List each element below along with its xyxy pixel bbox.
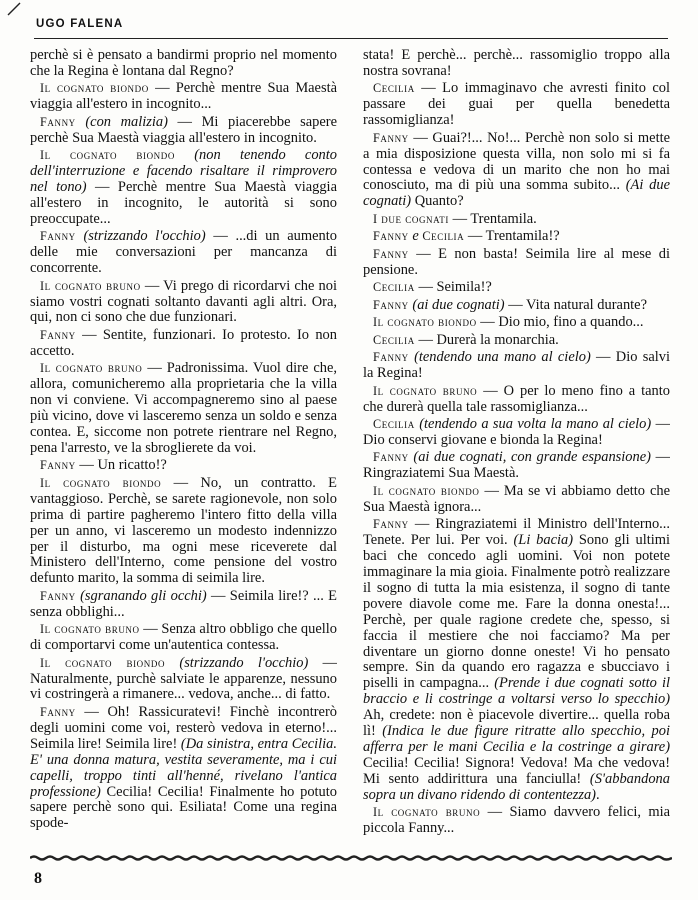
dialogue-text: — Durerà la monarchia. — [414, 331, 559, 348]
dialogue-text: — Ma se vi abbiamo detto che Sua Maestà ignora... — [363, 482, 670, 515]
left-column — [30, 48, 337, 844]
dialogue-text: Cecilia! Cecilia! Signora! Vedova! Ma che vedova! Mi sento addirittura una fanciulla! — [363, 754, 670, 787]
paragraph — [363, 805, 670, 837]
speaker-name: Il cognato biondo — [40, 655, 166, 670]
dialogue-text: — Senza altro obbligo che quello di comportarvi come un'autentica contessa. — [30, 621, 337, 654]
speaker-name: Fanny — [40, 327, 76, 342]
paragraph — [30, 279, 337, 327]
bottom-decorative-rule — [30, 855, 672, 861]
speaker-name: Il cognato bruno — [40, 361, 143, 376]
dialogue-text: — Naturalmente, purchè salviate le apparenze, nessuno vi costringerà a rimanere... vedova, anche... di fatto. — [30, 654, 337, 703]
dialogue-text: — Guai?!... No!... Perchè non solo si mette a mia disposizione questa villa, non solo mi si fa contessa e vedova di un marito che non ho mai conosciuto, ma di più una somma subito... — [363, 129, 670, 194]
dialogue-text: Quanto? — [411, 193, 464, 210]
paragraph — [363, 280, 670, 296]
speaker-name: Cecilia — [373, 332, 415, 347]
paragraph — [363, 350, 670, 382]
speaker-name: Il cognato biondo — [373, 315, 477, 330]
paragraph — [363, 417, 670, 449]
dialogue-text: — Vi prego di ricordarvi che noi siamo vostri cognati soltanto davanti agli altri. Ora, qui, non ci sono che due funzionari. — [30, 277, 337, 326]
stage-direction: (ai due cognati) — [408, 296, 505, 313]
text-body — [30, 48, 670, 844]
dialogue-text: perchè si è pensato a bandirmi proprio nel momento che la Regina è lontana dal Regno? — [30, 48, 337, 79]
dialogue-text: — Dio salvi la Regina! — [363, 349, 670, 382]
paragraph — [363, 212, 670, 228]
speaker-name: Il cognato bruno — [373, 383, 478, 398]
stage-direction: (strizzando l'occhio) — [165, 654, 309, 671]
speaker-name: Il cognato bruno — [373, 805, 481, 820]
speaker-name: Fanny — [373, 350, 409, 365]
speaker-name: Fanny — [40, 588, 76, 603]
dialogue-text: — ...di un aumento delle mie conversazioni per mancanza di concorrente. — [30, 228, 337, 277]
stage-direction: (S'abbandona sopra un divano ridendo di contentezza) — [363, 770, 670, 803]
speaker-name: Fanny — [40, 114, 76, 129]
running-title: UGO FALENA — [36, 18, 124, 30]
stage-direction: (ai due cognati, con grande espansione) — [408, 449, 651, 466]
speaker-name: Il cognato biondo — [40, 148, 175, 163]
paragraph — [363, 315, 670, 331]
speaker-name: Fanny — [373, 517, 409, 532]
stage-direction: (Da sinistra, entra Cecilia. E' una donna matura, vestita severamente, ma i cui capelli, troppo tinti all'henné, rivelano l'antica professione) — [30, 735, 337, 800]
speaker-name: Cecilia — [373, 280, 415, 295]
page-header — [34, 18, 668, 40]
dialogue-text: . — [595, 786, 600, 803]
dialogue-text: — Vita natural durante? — [504, 296, 647, 313]
paragraph — [30, 476, 337, 587]
paragraph — [363, 384, 670, 416]
paragraph — [363, 81, 670, 129]
speaker-name: Il cognato bruno — [40, 278, 141, 293]
paragraph — [363, 247, 670, 279]
speaker-name: I due cognati — [373, 211, 449, 226]
stage-direction: (Indica le due figure ritratte allo specchio, poi afferra per le mani Cecilia e la costringe a girare) — [363, 723, 670, 755]
dialogue-text: — Ringraziatemi Sua Maestà. — [363, 449, 670, 482]
paragraph — [30, 589, 337, 621]
dialogue-text: — Perchè mentre Sua Maestà viaggia all'estero in incognito, le autorità si sono preoccupate... — [30, 179, 337, 227]
dialogue-text: Cecilia! Cecilia! Finalmente ho potuto sapere perchè sono qui. Esiliata! Come una regina spode- — [30, 783, 337, 832]
speaker-name: Il cognato biondo — [40, 475, 162, 490]
dialogue-text: — Seimila lire!? ... E senza obblighi... — [30, 587, 337, 620]
stage-direction: (non tenendo conto dell'interruzione e facendo risaltare il rimprovero nel tono) — [30, 147, 337, 196]
dialogue-text: — Dio conservi giovane e bionda la Regina! — [363, 416, 670, 448]
speaker-name: Cecilia — [422, 229, 465, 244]
dialogue-text: — Padronissima. Vuol dire che, allora, comunicheremo alla proprietaria che la villa non vi conviene. Vi accompagneremo sino al paese più vicino, dove vi lasceremo senza un soldo e senza contea. E, siccome non potrete rientrare nel Regno, pena l'arresto, ve la sbroglierete da voi. — [30, 360, 337, 456]
dialogue-text: — O per lo meno fino a tanto che durerà quella tale rassomiglianza... — [363, 382, 670, 415]
speaker-name: Fanny — [373, 130, 409, 145]
speaker-name: Cecilia — [373, 81, 415, 96]
paragraph — [363, 48, 670, 80]
paragraph — [30, 48, 337, 80]
paragraph — [30, 115, 337, 147]
paragraph — [363, 333, 670, 349]
dialogue-text: — Seimila!? — [414, 279, 492, 296]
dialogue-text: — E non basta! Seimila lire al mese di pensione. — [363, 245, 670, 278]
dialogue-text: — Mi piacerebbe sapere perchè Sua Maestà viaggia all'estero in incognito. — [30, 113, 337, 146]
dialogue-text: — Ringraziatemi il Ministro dell'Interno... Tenete. Per lui. Per voi. — [363, 516, 670, 549]
stage-direction: (Prende i due cognati sotto il braccio e li costringe a voltarsi verso lo specchio) — [363, 675, 670, 708]
paragraph — [363, 229, 670, 245]
paragraph — [30, 81, 337, 113]
stage-direction: (sgranando gli occhi) — [75, 587, 207, 604]
dialogue-text: Sono gli ultimi baci che concedo agli uomini. Voi non potete immaginare la mia gioia. Finalmente potrò realizzare il sogno di tutta la mia esistenza, il sogno di tante povere diavole come me. Fare la donna onesta!... Perchè, per quale ragione credete che, spesso, si faccia il mestiere che noi facciamo? Ma per diventare un giorno donne oneste! Vi ho pensato sempre. Sin da quando ero ragazza e sbucciavo i piselli in campagna... — [363, 532, 670, 692]
paragraph — [30, 622, 337, 654]
stage-direction: (strizzando l'occhio) — [75, 228, 206, 245]
dialogue-text: — Oh! Rassicuratevi! Finchè incontrerò degli uomini come voi, resterò vedova in eterno!... Seimila lire! Seimila lire! — [30, 703, 337, 752]
dialogue-text: — Sentite, funzionari. Io protesto. Io non accetto. — [30, 326, 337, 359]
speaker-name: Fanny — [40, 704, 76, 719]
dialogue-text: stata! E perchè... perchè... rassomiglio troppo alla nostra sovrana! — [363, 48, 670, 79]
paragraph — [30, 458, 337, 474]
dialogue-text: — No, un contratto. E vantaggioso. Perchè, se sarete ragionevole, non solo prima di partire pagheremo l'intero fitto della villa per un anno, vi lasceremo un modesto indennizzo per il disturbo, ma ogni mese riceverete dal Ministero dell'Interno, come pensione del vostro defunto marito, la somma di seimila lire. — [30, 474, 337, 587]
stage-direction: (con malizia) — [75, 113, 168, 130]
paragraph — [363, 484, 670, 516]
dialogue-text: — Trentamila. — [448, 210, 537, 227]
speaker-name: Il cognato biondo — [40, 81, 149, 96]
stage-direction: (tendendo una mano al cielo) — [408, 349, 591, 366]
speaker-name: Fanny — [373, 229, 409, 244]
paragraph — [30, 361, 337, 456]
dialogue-text: — Perchè mentre Sua Maestà viaggia all'estero in incognito... — [30, 80, 337, 113]
speaker-name: Fanny — [40, 229, 76, 244]
speaker-name: Fanny — [373, 246, 409, 261]
paragraph — [363, 298, 670, 314]
stage-direction: (tendendo a sua volta la mano al cielo) — [414, 416, 652, 433]
paragraph — [363, 450, 670, 482]
dialogue-text: — Dio mio, fino a quando... — [476, 314, 644, 331]
page-number: 8 — [34, 870, 42, 887]
stage-direction: (Ai due cognati) — [363, 177, 670, 210]
paragraph — [363, 131, 670, 211]
speaker-name: Il cognato biondo — [373, 483, 480, 498]
stage-direction: (Li bacia) — [513, 532, 574, 549]
dialogue-text: — Siamo davvero felici, mia piccola Fanny... — [363, 804, 670, 837]
paragraph — [30, 705, 337, 832]
right-column — [363, 48, 670, 844]
speaker-name: Cecilia — [373, 417, 415, 432]
dialogue-text: — Lo immaginavo che avresti finito col passare dei guai per quella benedetta rassomiglianza! — [363, 80, 670, 129]
paragraph — [30, 656, 337, 704]
speaker-name: Il cognato bruno — [40, 622, 140, 637]
dialogue-text: — Trentamila!? — [464, 228, 560, 245]
paragraph — [30, 148, 337, 228]
paragraph — [30, 229, 337, 277]
dialogue-text: — Un ricatto!? — [75, 457, 167, 474]
corner-pen-mark — [6, 2, 22, 16]
stage-direction: e — [408, 228, 423, 245]
paragraph — [363, 517, 670, 803]
speaker-name: Fanny — [373, 297, 409, 312]
speaker-name: Fanny — [40, 458, 76, 473]
paragraph — [30, 328, 337, 360]
dialogue-text: Ah, credete: non è piacevole divertire... quella roba lì! — [363, 707, 670, 740]
header-rule — [34, 38, 668, 39]
speaker-name: Fanny — [373, 450, 409, 465]
